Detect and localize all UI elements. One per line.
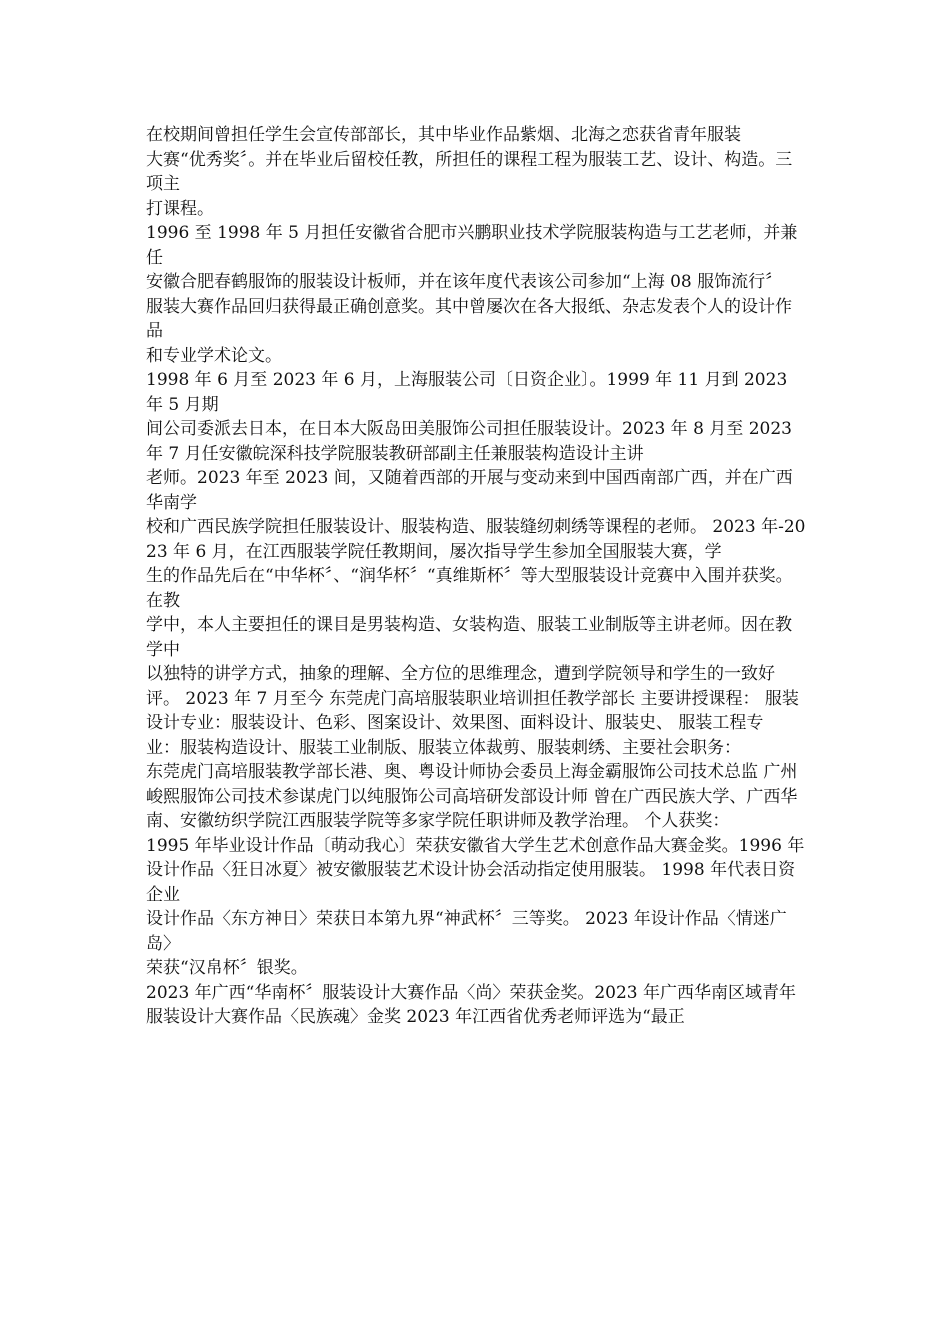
text-line: 大赛“优秀奖〞。并在毕业后留校任教，所担任的课程工程为服装工艺、设计、构造。三项主 <box>146 149 793 194</box>
text-line: 荣获“汉帛杯〞银奖。 <box>146 958 308 978</box>
text-line: 间公司委派去日本，在日本大阪岛田美服饰公司担任服装设计。2023 年 8 月至 2023 年 7 月任安徽皖深科技学院服装教研部副主任兼服装构造设计主讲 <box>146 419 792 464</box>
text-line: 1995 年毕业设计作品〔萌动我心〕荣获安徽省大学生艺术创意作品大赛金奖。1996 年 <box>146 835 805 856</box>
text-line: 业：服装构造设计、服装工业制版、服装立体裁剪、服装刺绣、主要社会职务： <box>146 737 741 758</box>
text-line: 以独特的讲学方式，抽象的理解、全方位的思维理念，遭到学院领导和学生的一致好评。 2023 年 7 月至今 东莞虎门高培服装职业培训担任教学部长 主要讲授课程： 服装设计专业：服装设计、色彩、图案设计、效果图、面料设计、服装史、 服装工程专 <box>146 664 799 733</box>
text-line: 设计作品〈东方神日〉荣获日本第九界“神武杯〞三等奖。 2023 年设计作品〈情迷广岛〉 <box>146 909 787 954</box>
text-line: 1996 至 1998 年 5 月担任安徽省合肥市兴鹏职业技术学院服装构造与工艺老师，并兼任 <box>146 223 798 268</box>
text-line: 服装大赛作品回归获得最正确创意奖。其中曾屡次在各大报纸、杂志发表个人的设计作品 <box>146 296 792 341</box>
text-line: 学中，本人主要担任的课目是男装构造、女装构造、服装工业制版等主讲老师。因在教学中 <box>146 615 792 660</box>
text-line: 在校期间曾担任学生会宣传部部长，其中毕业作品紫烟、北海之恋获省青年服装 <box>146 125 741 145</box>
text-line: 和专业学术论文。 <box>146 345 282 366</box>
text-line: 老师。2023 年至 2023 间，又随着西部的开展与变动来到中国西南部广西，并在广西华南学 <box>146 468 793 513</box>
text-line: 设计作品〈狂日冰夏〉被安徽服装艺术设计协会活动指定使用服装。 1998 年代表日资企业 <box>146 860 796 905</box>
text-line: 东莞虎门高培服装教学部长港、奥、粤设计师协会委员上海金霸服饰公司技术总监 广州峻熙服饰公司技术参谋虎门以纯服饰公司高培研发部设计师 曾在广西民族大学、广西华南、安徽纺织学院江西服装学院等多家学院任职讲师及教学治理。 个人获奖： <box>146 762 798 831</box>
text-line: 打课程。 <box>146 198 214 219</box>
text-line: 1998 年 6 月至 2023 年 6 月，上海服装公司〔日资企业〕。1999 年 11 月到 2023 年 5 月期 <box>146 370 788 415</box>
document-body <box>146 123 806 1030</box>
text-line: 安徽合肥春鹤服饰的服装设计板师，并在该年度代表该公司参加“上海 08 服饰流行〞 <box>146 272 783 292</box>
text-line: 校和广西民族学院担任服装设计、服装构造、服装缝纫刺绣等课程的老师。 2023 年-2023 年 6 月，在江西服装学院任教期间，屡次指导学生参加全国服装大赛，学 <box>146 517 806 562</box>
text-line: 生的作品先后在“中华杯〞、“润华杯〞“真维斯杯〞等大型服装设计竞赛中入围并获奖。在教 <box>146 566 793 611</box>
text-line: 2023 年广西“华南杯〞服装设计大赛作品〈尚〉荣获金奖。2023 年广西华南区域青年服装设计大赛作品〈民族魂〉金奖 2023 年江西省优秀老师评选为“最正 <box>146 982 797 1027</box>
